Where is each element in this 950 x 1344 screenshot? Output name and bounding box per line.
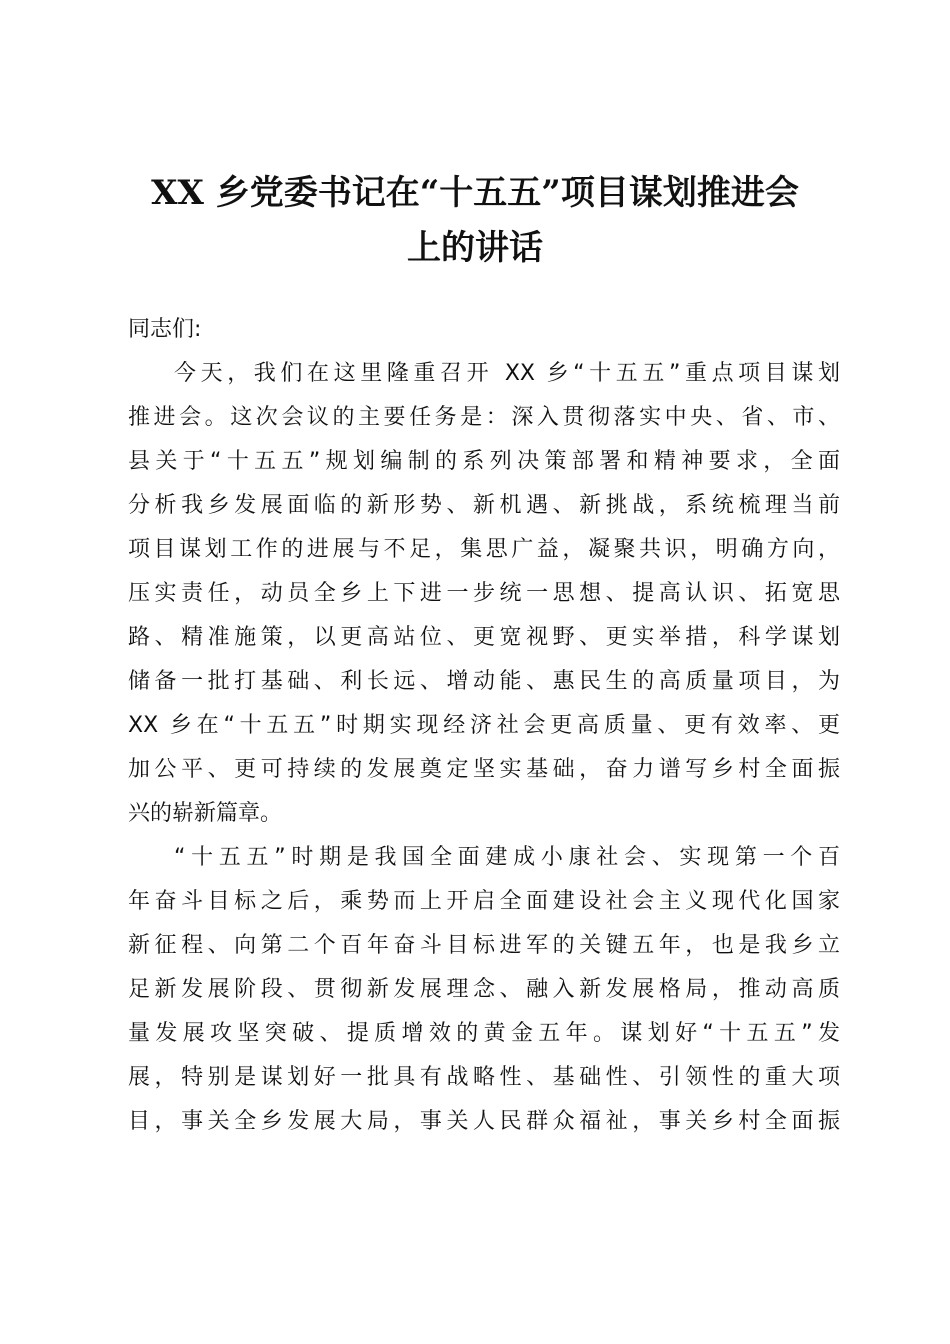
paragraph-line: 兴的崭新篇章。 xyxy=(128,801,283,826)
paragraph-line: 新征程、向第二个百年奋斗目标进军的关键五年，也是我乡立 xyxy=(128,933,840,958)
paragraph-line: 展，特别是谋划好一批具有战略性、基础性、引领性的重大项 xyxy=(128,1065,840,1090)
paragraph-line: 推进会。这次会议的主要任务是：深入贯彻落实中央、省、市、 xyxy=(128,405,840,430)
salutation: 同志们: xyxy=(128,317,202,342)
paragraph-line: 加公平、更可持续的发展奠定坚实基础，奋力谱写乡村全面振 xyxy=(128,757,840,782)
paragraph-line: 年奋斗目标之后，乘势而上开启全面建设社会主义现代化国家 xyxy=(128,889,840,914)
paragraph-line: “十五五”时期是我国全面建成小康社会、实现第一个百 xyxy=(174,845,840,870)
paragraph-line: 项目谋划工作的进展与不足，集思广益，凝聚共识，明确方向， xyxy=(128,537,840,562)
document-title xyxy=(110,166,840,276)
paragraph-line: 目，事关全乡发展大局，事关人民群众福祉，事关乡村全面振 xyxy=(128,1109,840,1134)
paragraph-2 xyxy=(128,836,840,1144)
title-line-1: XX 乡党委书记在“十五五”项目谋划推进会 xyxy=(151,173,799,213)
paragraph-line: 路、精准施策，以更高站位、更宽视野、更实举措，科学谋划 xyxy=(128,625,840,650)
paragraph-line: 量发展攻坚突破、提质增效的黄金五年。谋划好“十五五”发 xyxy=(128,1021,840,1046)
paragraph-line: 足新发展阶段、贯彻新发展理念、融入新发展格局，推动高质 xyxy=(128,977,840,1002)
document-body xyxy=(128,308,840,1144)
paragraph-line: XX 乡在“十五五”时期实现经济社会更高质量、更有效率、更 xyxy=(128,713,840,738)
paragraph-line: 储备一批打基础、利长远、增动能、惠民生的高质量项目，为 xyxy=(128,669,840,694)
paragraph-1 xyxy=(128,352,840,836)
paragraph-line: 压实责任，动员全乡上下进一步统一思想、提高认识、拓宽思 xyxy=(128,581,840,606)
paragraph-line: 分析我乡发展面临的新形势、新机遇、新挑战，系统梳理当前 xyxy=(128,493,840,518)
paragraph-line: 今天，我们在这里隆重召开 XX 乡“十五五”重点项目谋划 xyxy=(174,361,840,386)
title-line-2: 上的讲话 xyxy=(407,228,543,268)
paragraph-line: 县关于“十五五”规划编制的系列决策部署和精神要求，全面 xyxy=(128,449,840,474)
